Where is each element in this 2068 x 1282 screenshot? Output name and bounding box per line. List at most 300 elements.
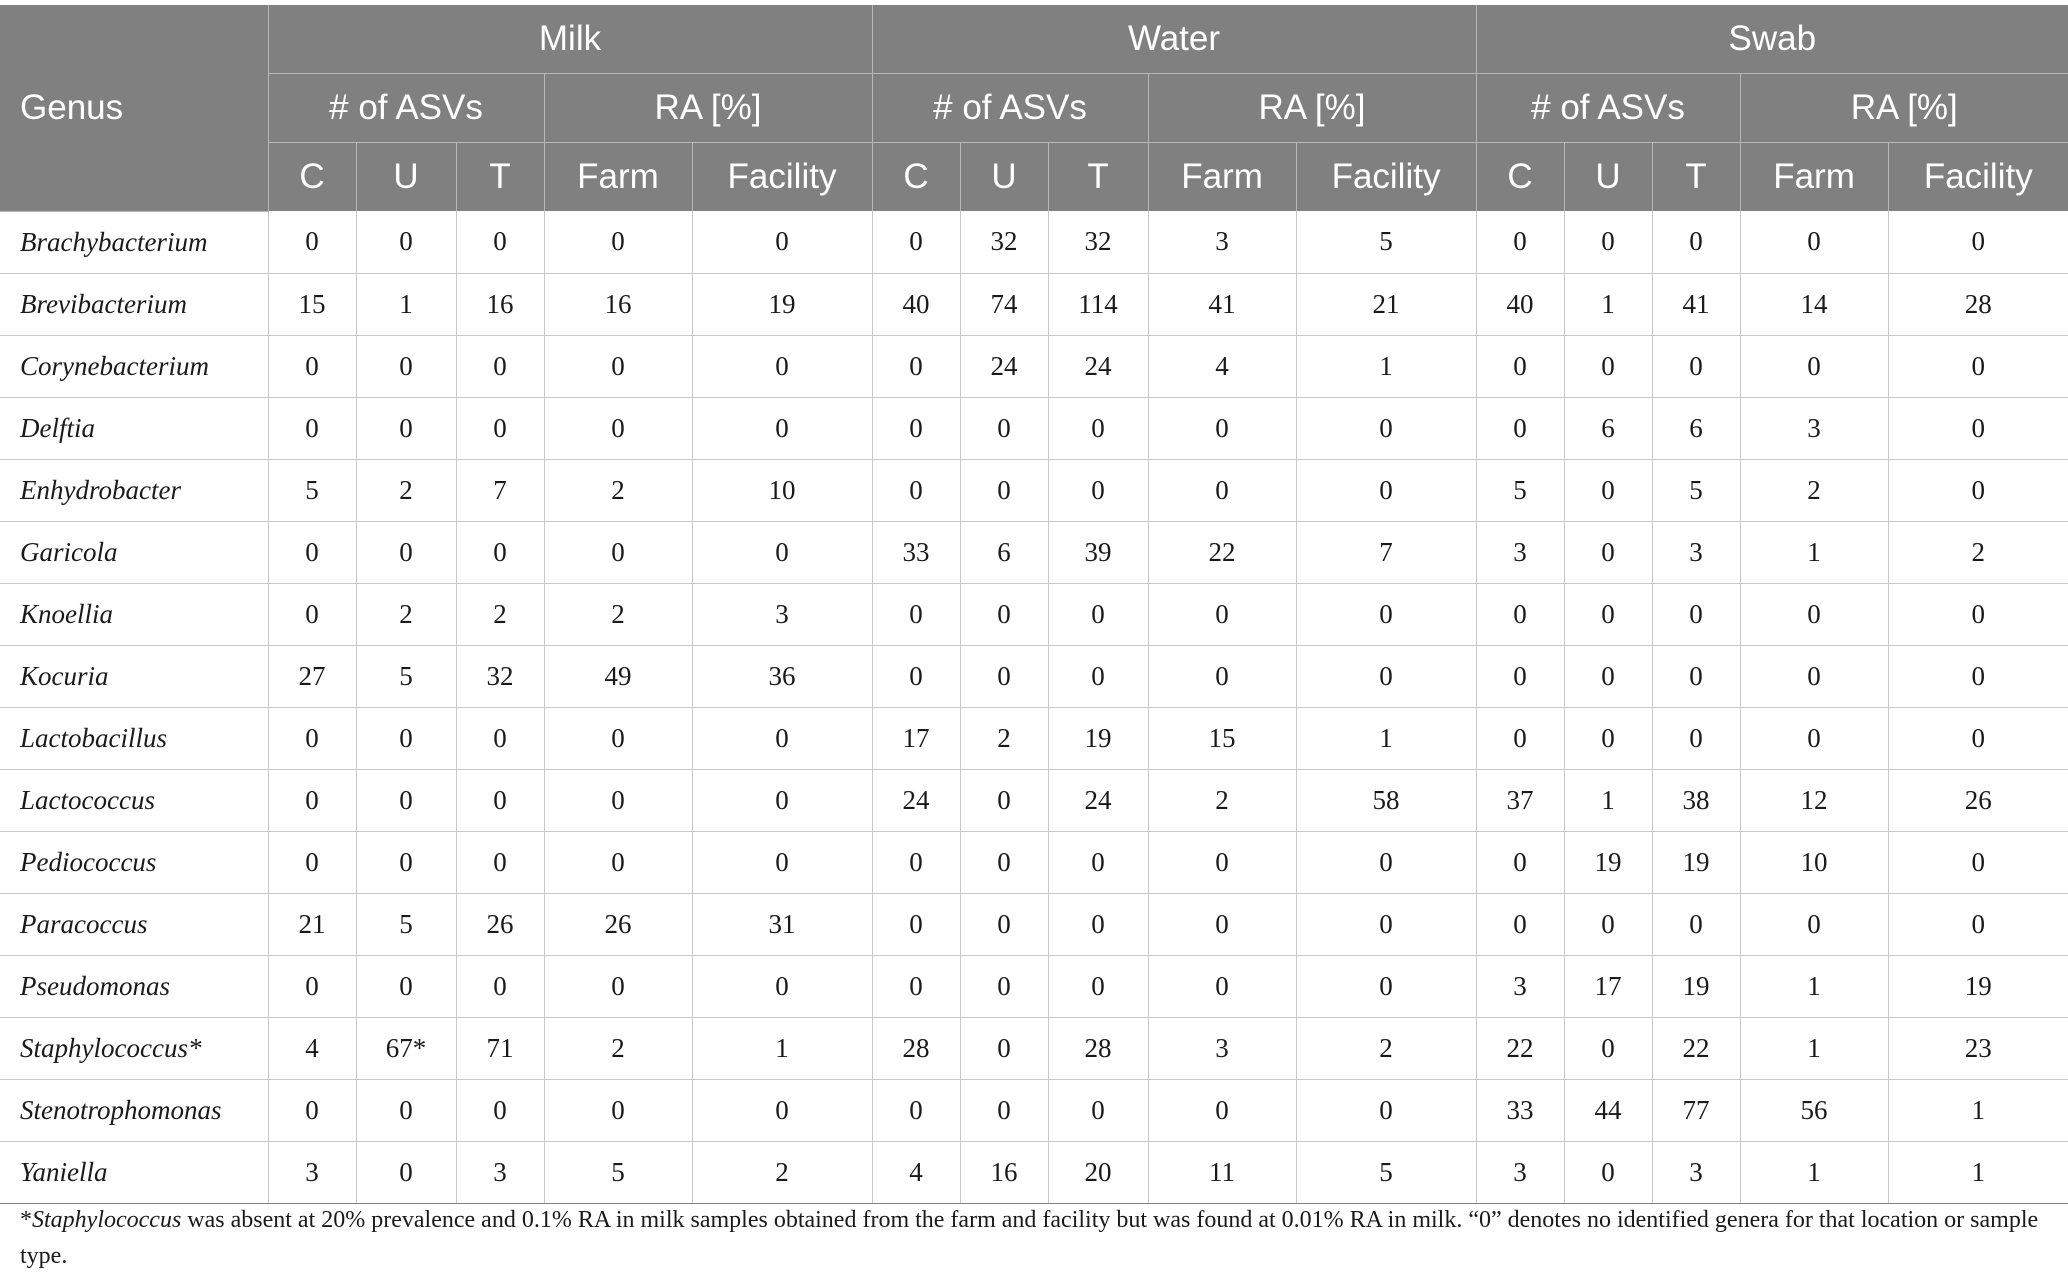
value-cell: 49	[544, 645, 692, 707]
value-cell: 0	[1888, 645, 2068, 707]
header-row-subgroups	[0, 74, 2068, 143]
value-cell: 0	[872, 211, 960, 273]
table-footnote	[20, 1202, 2050, 1274]
value-cell: 0	[268, 1079, 356, 1141]
value-cell: 0	[1564, 1017, 1652, 1079]
table-row	[0, 707, 2068, 769]
column-header: Facility	[692, 143, 872, 212]
value-cell: 0	[456, 955, 544, 1017]
value-cell: 0	[1296, 955, 1476, 1017]
column-header: C	[872, 143, 960, 212]
value-cell: 12	[1740, 769, 1888, 831]
value-cell: 0	[1740, 335, 1888, 397]
value-cell: 3	[456, 1141, 544, 1203]
value-cell: 15	[268, 273, 356, 335]
value-cell: 36	[692, 645, 872, 707]
value-cell: 67*	[356, 1017, 456, 1079]
genus-cell: Lactobacillus	[0, 707, 268, 769]
value-cell: 0	[544, 769, 692, 831]
value-cell: 0	[872, 335, 960, 397]
value-cell: 1	[1888, 1079, 2068, 1141]
value-cell: 0	[456, 707, 544, 769]
table-row	[0, 831, 2068, 893]
value-cell: 32	[1048, 211, 1148, 273]
value-cell: 11	[1148, 1141, 1296, 1203]
value-cell: 0	[1564, 645, 1652, 707]
genus-cell: Pseudomonas	[0, 955, 268, 1017]
value-cell: 24	[960, 335, 1048, 397]
value-cell: 0	[456, 769, 544, 831]
value-cell: 0	[1476, 335, 1564, 397]
genus-cell: Knoellia	[0, 583, 268, 645]
genus-cell: Pediococcus	[0, 831, 268, 893]
value-cell: 0	[1148, 459, 1296, 521]
genus-cell: Kocuria	[0, 645, 268, 707]
column-header: Facility	[1296, 143, 1476, 212]
value-cell: 74	[960, 273, 1048, 335]
value-cell: 37	[1476, 769, 1564, 831]
value-cell: 1	[1740, 1017, 1888, 1079]
value-cell: 0	[268, 335, 356, 397]
value-cell: 0	[268, 211, 356, 273]
value-cell: 0	[544, 211, 692, 273]
value-cell: 0	[1476, 831, 1564, 893]
value-cell: 0	[692, 397, 872, 459]
value-cell: 2	[544, 583, 692, 645]
value-cell: 0	[544, 1079, 692, 1141]
value-cell: 1	[1740, 1141, 1888, 1203]
value-cell: 0	[1564, 335, 1652, 397]
value-cell: 22	[1652, 1017, 1740, 1079]
value-cell: 0	[544, 955, 692, 1017]
value-cell: 0	[268, 707, 356, 769]
value-cell: 0	[1296, 831, 1476, 893]
column-header: U	[356, 143, 456, 212]
column-header: T	[1048, 143, 1148, 212]
value-cell: 0	[1048, 459, 1148, 521]
value-cell: 21	[268, 893, 356, 955]
value-cell: 0	[692, 211, 872, 273]
table-row	[0, 955, 2068, 1017]
value-cell: 28	[1888, 273, 2068, 335]
value-cell: 16	[456, 273, 544, 335]
value-cell: 17	[872, 707, 960, 769]
value-cell: 56	[1740, 1079, 1888, 1141]
value-cell: 2	[1296, 1017, 1476, 1079]
value-cell: 1	[692, 1017, 872, 1079]
value-cell: 0	[1888, 831, 2068, 893]
table-row	[0, 1079, 2068, 1141]
value-cell: 0	[1888, 397, 2068, 459]
value-cell: 2	[692, 1141, 872, 1203]
column-header: C	[268, 143, 356, 212]
value-cell: 19	[1652, 955, 1740, 1017]
header-row-groups	[0, 5, 2068, 74]
value-cell: 0	[692, 1079, 872, 1141]
value-cell: 10	[1740, 831, 1888, 893]
value-cell: 0	[356, 521, 456, 583]
value-cell: 2	[1740, 459, 1888, 521]
value-cell: 19	[692, 273, 872, 335]
value-cell: 0	[1740, 893, 1888, 955]
value-cell: 0	[544, 707, 692, 769]
table-container	[0, 5, 2068, 1204]
value-cell: 1	[1564, 273, 1652, 335]
value-cell: 0	[1652, 335, 1740, 397]
value-cell: 3	[1148, 1017, 1296, 1079]
value-cell: 2	[544, 1017, 692, 1079]
value-cell: 0	[960, 459, 1048, 521]
value-cell: 5	[544, 1141, 692, 1203]
value-cell: 0	[1476, 583, 1564, 645]
value-cell: 0	[268, 955, 356, 1017]
value-cell: 6	[960, 521, 1048, 583]
value-cell: 5	[1296, 1141, 1476, 1203]
genus-column-header: Genus	[0, 5, 268, 211]
value-cell: 0	[692, 707, 872, 769]
table-row	[0, 893, 2068, 955]
column-header: Farm	[1148, 143, 1296, 212]
value-cell: 4	[872, 1141, 960, 1203]
value-cell: 10	[692, 459, 872, 521]
genus-cell: Garicola	[0, 521, 268, 583]
genus-cell: Paracoccus	[0, 893, 268, 955]
value-cell: 0	[356, 211, 456, 273]
value-cell: 3	[268, 1141, 356, 1203]
value-cell: 41	[1148, 273, 1296, 335]
footnote-genus: Staphylococcus	[32, 1207, 182, 1233]
genus-cell: Lactococcus	[0, 769, 268, 831]
column-header: T	[1652, 143, 1740, 212]
value-cell: 0	[1148, 583, 1296, 645]
value-cell: 1	[1740, 955, 1888, 1017]
genus-cell: Stenotrophomonas	[0, 1079, 268, 1141]
subgroup-header: # of ASVs	[1476, 74, 1740, 143]
table-row	[0, 459, 2068, 521]
value-cell: 0	[1740, 707, 1888, 769]
value-cell: 1	[1888, 1141, 2068, 1203]
value-cell: 7	[1296, 521, 1476, 583]
value-cell: 40	[872, 273, 960, 335]
table-body	[0, 211, 2068, 1203]
value-cell: 0	[1564, 521, 1652, 583]
genus-cell: Corynebacterium	[0, 335, 268, 397]
value-cell: 0	[960, 893, 1048, 955]
column-header: Farm	[1740, 143, 1888, 212]
genus-cell: Yaniella	[0, 1141, 268, 1203]
value-cell: 0	[960, 1017, 1048, 1079]
value-cell: 6	[1652, 397, 1740, 459]
value-cell: 0	[1048, 893, 1148, 955]
value-cell: 3	[1476, 955, 1564, 1017]
table-row	[0, 1141, 2068, 1203]
value-cell: 2	[544, 459, 692, 521]
value-cell: 0	[960, 397, 1048, 459]
value-cell: 0	[1148, 1079, 1296, 1141]
value-cell: 24	[1048, 335, 1148, 397]
value-cell: 14	[1740, 273, 1888, 335]
value-cell: 19	[1652, 831, 1740, 893]
value-cell: 5	[1476, 459, 1564, 521]
value-cell: 0	[1564, 707, 1652, 769]
value-cell: 0	[268, 397, 356, 459]
value-cell: 0	[1296, 459, 1476, 521]
value-cell: 0	[456, 831, 544, 893]
value-cell: 0	[1048, 831, 1148, 893]
value-cell: 39	[1048, 521, 1148, 583]
value-cell: 0	[1564, 459, 1652, 521]
value-cell: 5	[356, 645, 456, 707]
group-header-milk: Milk	[268, 5, 872, 74]
value-cell: 40	[1476, 273, 1564, 335]
value-cell: 0	[1564, 211, 1652, 273]
table-row	[0, 211, 2068, 273]
table-row	[0, 397, 2068, 459]
table-row	[0, 521, 2068, 583]
value-cell: 2	[1148, 769, 1296, 831]
value-cell: 0	[872, 459, 960, 521]
value-cell: 33	[872, 521, 960, 583]
value-cell: 4	[1148, 335, 1296, 397]
value-cell: 3	[1476, 521, 1564, 583]
value-cell: 0	[1652, 707, 1740, 769]
group-header-water: Water	[872, 5, 1476, 74]
value-cell: 0	[1048, 1079, 1148, 1141]
value-cell: 0	[960, 955, 1048, 1017]
value-cell: 0	[268, 769, 356, 831]
footnote-marker: *	[20, 1207, 32, 1233]
genus-cell: Delftia	[0, 397, 268, 459]
table-row	[0, 335, 2068, 397]
value-cell: 0	[456, 335, 544, 397]
value-cell: 0	[356, 955, 456, 1017]
value-cell: 71	[456, 1017, 544, 1079]
value-cell: 6	[1564, 397, 1652, 459]
group-header-swab: Swab	[1476, 5, 2068, 74]
value-cell: 33	[1476, 1079, 1564, 1141]
value-cell: 19	[1048, 707, 1148, 769]
value-cell: 0	[872, 645, 960, 707]
value-cell: 28	[872, 1017, 960, 1079]
value-cell: 20	[1048, 1141, 1148, 1203]
value-cell: 0	[1048, 955, 1148, 1017]
value-cell: 0	[544, 831, 692, 893]
value-cell: 0	[1148, 397, 1296, 459]
value-cell: 0	[1148, 645, 1296, 707]
value-cell: 0	[356, 707, 456, 769]
value-cell: 4	[268, 1017, 356, 1079]
value-cell: 0	[268, 831, 356, 893]
value-cell: 22	[1148, 521, 1296, 583]
value-cell: 0	[692, 769, 872, 831]
value-cell: 24	[872, 769, 960, 831]
value-cell: 26	[456, 893, 544, 955]
value-cell: 5	[1652, 459, 1740, 521]
value-cell: 26	[544, 893, 692, 955]
value-cell: 28	[1048, 1017, 1148, 1079]
value-cell: 3	[1652, 521, 1740, 583]
value-cell: 0	[1296, 1079, 1476, 1141]
table-row	[0, 1017, 2068, 1079]
value-cell: 38	[1652, 769, 1740, 831]
value-cell: 0	[872, 831, 960, 893]
value-cell: 0	[692, 955, 872, 1017]
value-cell: 44	[1564, 1079, 1652, 1141]
subgroup-header: # of ASVs	[268, 74, 544, 143]
value-cell: 0	[1888, 893, 2068, 955]
value-cell: 0	[1048, 645, 1148, 707]
value-cell: 0	[456, 397, 544, 459]
value-cell: 0	[872, 397, 960, 459]
value-cell: 5	[1296, 211, 1476, 273]
value-cell: 0	[1652, 211, 1740, 273]
value-cell: 0	[544, 335, 692, 397]
value-cell: 0	[692, 335, 872, 397]
value-cell: 3	[1740, 397, 1888, 459]
value-cell: 0	[356, 335, 456, 397]
value-cell: 0	[1652, 893, 1740, 955]
value-cell: 19	[1888, 955, 2068, 1017]
value-cell: 0	[1740, 211, 1888, 273]
value-cell: 22	[1476, 1017, 1564, 1079]
value-cell: 0	[1476, 707, 1564, 769]
value-cell: 0	[1296, 397, 1476, 459]
value-cell: 3	[692, 583, 872, 645]
column-header: U	[1564, 143, 1652, 212]
value-cell: 0	[1564, 583, 1652, 645]
value-cell: 0	[1888, 211, 2068, 273]
table-row	[0, 645, 2068, 707]
value-cell: 0	[960, 1079, 1048, 1141]
genus-cell: Brevibacterium	[0, 273, 268, 335]
value-cell: 0	[1148, 955, 1296, 1017]
value-cell: 58	[1296, 769, 1476, 831]
value-cell: 0	[356, 1079, 456, 1141]
value-cell: 5	[268, 459, 356, 521]
column-header: T	[456, 143, 544, 212]
value-cell: 0	[960, 583, 1048, 645]
value-cell: 0	[872, 1079, 960, 1141]
value-cell: 7	[456, 459, 544, 521]
value-cell: 0	[872, 955, 960, 1017]
value-cell: 31	[692, 893, 872, 955]
value-cell: 1	[1740, 521, 1888, 583]
genus-cell: Brachybacterium	[0, 211, 268, 273]
value-cell: 0	[1888, 335, 2068, 397]
value-cell: 0	[1048, 583, 1148, 645]
value-cell: 0	[960, 831, 1048, 893]
value-cell: 0	[356, 831, 456, 893]
value-cell: 1	[1564, 769, 1652, 831]
value-cell: 0	[1296, 583, 1476, 645]
footnote-text: was absent at 20% prevalence and 0.1% RA in milk samples obtained from the farm and facility but was found at 0.01% RA in milk. “0” denotes no identified genera for that location or sample type.	[20, 1207, 2039, 1269]
column-header: Farm	[544, 143, 692, 212]
value-cell: 0	[1888, 459, 2068, 521]
value-cell: 0	[456, 1079, 544, 1141]
value-cell: 0	[960, 645, 1048, 707]
value-cell: 2	[356, 583, 456, 645]
value-cell: 15	[1148, 707, 1296, 769]
value-cell: 0	[1564, 1141, 1652, 1203]
header-row-columns	[0, 143, 2068, 212]
value-cell: 3	[1652, 1141, 1740, 1203]
value-cell: 0	[456, 521, 544, 583]
value-cell: 0	[872, 893, 960, 955]
genus-cell: Enhydrobacter	[0, 459, 268, 521]
table-row	[0, 273, 2068, 335]
table-row	[0, 769, 2068, 831]
value-cell: 2	[960, 707, 1048, 769]
value-cell: 0	[1048, 397, 1148, 459]
value-cell: 32	[960, 211, 1048, 273]
value-cell: 0	[1888, 707, 2068, 769]
value-cell: 3	[1476, 1141, 1564, 1203]
value-cell: 2	[356, 459, 456, 521]
value-cell: 32	[456, 645, 544, 707]
table-header	[0, 5, 2068, 211]
value-cell: 16	[960, 1141, 1048, 1203]
value-cell: 0	[268, 583, 356, 645]
value-cell: 0	[1148, 831, 1296, 893]
value-cell: 2	[1888, 521, 2068, 583]
value-cell: 1	[1296, 707, 1476, 769]
value-cell: 21	[1296, 273, 1476, 335]
value-cell: 1	[1296, 335, 1476, 397]
value-cell: 17	[1564, 955, 1652, 1017]
subgroup-header: # of ASVs	[872, 74, 1148, 143]
value-cell: 26	[1888, 769, 2068, 831]
value-cell: 0	[1296, 645, 1476, 707]
value-cell: 27	[268, 645, 356, 707]
value-cell: 0	[1476, 893, 1564, 955]
value-cell: 0	[1476, 397, 1564, 459]
subgroup-header: RA [%]	[1740, 74, 2068, 143]
value-cell: 19	[1564, 831, 1652, 893]
value-cell: 0	[692, 521, 872, 583]
value-cell: 0	[1148, 893, 1296, 955]
value-cell: 0	[268, 521, 356, 583]
column-header: C	[1476, 143, 1564, 212]
subgroup-header: RA [%]	[544, 74, 872, 143]
value-cell: 0	[544, 397, 692, 459]
value-cell: 5	[356, 893, 456, 955]
value-cell: 0	[356, 1141, 456, 1203]
value-cell: 0	[1476, 645, 1564, 707]
value-cell: 3	[1148, 211, 1296, 273]
column-header: Facility	[1888, 143, 2068, 212]
value-cell: 0	[1476, 211, 1564, 273]
genus-cell: Staphylococcus*	[0, 1017, 268, 1079]
value-cell: 114	[1048, 273, 1148, 335]
column-header: U	[960, 143, 1048, 212]
value-cell: 0	[1564, 893, 1652, 955]
value-cell: 0	[356, 769, 456, 831]
value-cell: 0	[872, 583, 960, 645]
value-cell: 24	[1048, 769, 1148, 831]
value-cell: 77	[1652, 1079, 1740, 1141]
value-cell: 0	[692, 831, 872, 893]
value-cell: 0	[1740, 645, 1888, 707]
value-cell: 0	[1652, 583, 1740, 645]
genus-table	[0, 5, 2068, 1204]
value-cell: 23	[1888, 1017, 2068, 1079]
value-cell: 41	[1652, 273, 1740, 335]
value-cell: 2	[456, 583, 544, 645]
value-cell: 16	[544, 273, 692, 335]
value-cell: 0	[1740, 583, 1888, 645]
subgroup-header: RA [%]	[1148, 74, 1476, 143]
value-cell: 0	[456, 211, 544, 273]
